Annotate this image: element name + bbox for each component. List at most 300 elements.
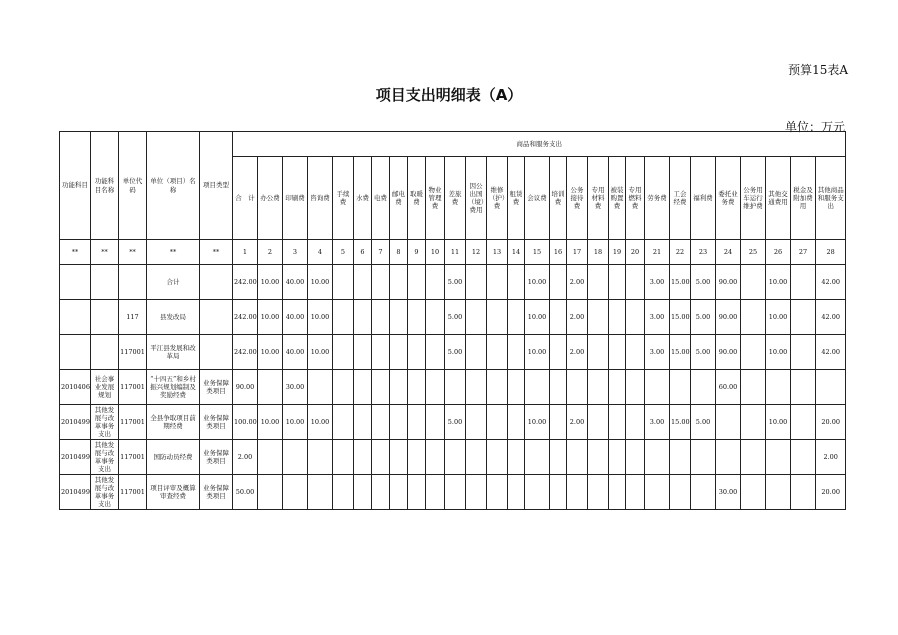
- value-cell: [816, 370, 846, 405]
- value-cell: 10.00: [766, 265, 791, 300]
- value-cell: [487, 300, 508, 335]
- value-cell: 3.00: [645, 405, 670, 440]
- unit-code-cell: 117001: [119, 370, 147, 405]
- func-code-cell: [60, 300, 91, 335]
- value-cell: [372, 300, 390, 335]
- value-cell: 60.00: [716, 370, 741, 405]
- value-cell: [525, 475, 550, 510]
- value-cell: [487, 265, 508, 300]
- value-cell: [372, 440, 390, 475]
- index-number: 25: [741, 240, 766, 265]
- value-cell: [354, 405, 372, 440]
- value-cell: 10.00: [258, 335, 283, 370]
- value-cell: 90.00: [233, 370, 258, 405]
- value-cell: [466, 440, 487, 475]
- value-cell: [567, 370, 588, 405]
- column-header: 电费: [372, 157, 390, 240]
- value-cell: [354, 475, 372, 510]
- unit-name-cell: 合计: [147, 265, 200, 300]
- value-cell: [283, 440, 308, 475]
- value-cell: [741, 300, 766, 335]
- index-number: 7: [372, 240, 390, 265]
- func-name-cell: [91, 300, 119, 335]
- value-cell: [609, 475, 626, 510]
- header-unit-code: 单位代码: [119, 132, 147, 240]
- value-cell: [426, 335, 445, 370]
- value-cell: [550, 475, 567, 510]
- value-cell: [691, 440, 716, 475]
- value-cell: [390, 265, 408, 300]
- value-cell: 242.00: [233, 300, 258, 335]
- value-cell: [426, 440, 445, 475]
- value-cell: [670, 475, 691, 510]
- value-cell: [308, 440, 333, 475]
- index-star: **: [200, 240, 233, 265]
- header-row-group: [60, 132, 846, 157]
- header-func-code: 功能科目: [60, 132, 91, 240]
- column-header: 取暖费: [408, 157, 426, 240]
- index-number: 12: [466, 240, 487, 265]
- value-cell: 10.00: [308, 300, 333, 335]
- table-row: [60, 265, 846, 300]
- value-cell: 2.00: [233, 440, 258, 475]
- value-cell: 10.00: [766, 335, 791, 370]
- value-cell: [508, 475, 525, 510]
- value-cell: [626, 300, 645, 335]
- value-cell: [525, 440, 550, 475]
- value-cell: 10.00: [525, 300, 550, 335]
- value-cell: 20.00: [816, 475, 846, 510]
- index-number: 19: [609, 240, 626, 265]
- value-cell: [408, 335, 426, 370]
- value-cell: [408, 475, 426, 510]
- value-cell: [372, 370, 390, 405]
- value-cell: 2.00: [567, 300, 588, 335]
- value-cell: [426, 300, 445, 335]
- value-cell: 3.00: [645, 335, 670, 370]
- value-cell: 5.00: [445, 300, 466, 335]
- index-number: 10: [426, 240, 445, 265]
- value-cell: [508, 440, 525, 475]
- value-cell: [487, 475, 508, 510]
- value-cell: 50.00: [233, 475, 258, 510]
- value-cell: 15.00: [670, 265, 691, 300]
- value-cell: [588, 405, 609, 440]
- page-title: 项目支出明细表（A）: [375, 86, 523, 104]
- value-cell: [466, 300, 487, 335]
- unit-code-cell: 117: [119, 300, 147, 335]
- unit-code-cell: 117001: [119, 335, 147, 370]
- column-header: 邮电费: [390, 157, 408, 240]
- value-cell: [258, 370, 283, 405]
- unit-name-cell: 全县争取项目前期经费: [147, 405, 200, 440]
- value-cell: [258, 440, 283, 475]
- value-cell: [550, 335, 567, 370]
- value-cell: [508, 405, 525, 440]
- column-header: 其他交通费用: [766, 157, 791, 240]
- index-number: 28: [816, 240, 846, 265]
- value-cell: [550, 265, 567, 300]
- value-cell: 20.00: [816, 405, 846, 440]
- index-number: 8: [390, 240, 408, 265]
- func-name-cell: 其他发展与改革事务支出: [91, 440, 119, 475]
- value-cell: [466, 370, 487, 405]
- func-name-cell: 社会事业发展规划: [91, 370, 119, 405]
- value-cell: [741, 335, 766, 370]
- value-cell: [408, 440, 426, 475]
- value-cell: [354, 370, 372, 405]
- value-cell: [791, 265, 816, 300]
- project-type-cell: [200, 265, 233, 300]
- value-cell: [645, 475, 670, 510]
- func-name-cell: 其他发展与改革事务支出: [91, 405, 119, 440]
- project-type-cell: 业务保障类项目: [200, 440, 233, 475]
- value-cell: [609, 300, 626, 335]
- value-cell: 242.00: [233, 265, 258, 300]
- value-cell: 3.00: [645, 300, 670, 335]
- table-row: [60, 405, 846, 440]
- value-cell: [408, 405, 426, 440]
- table-row: [60, 335, 846, 370]
- value-cell: 10.00: [308, 265, 333, 300]
- index-star: **: [60, 240, 91, 265]
- column-header: 其他商品和服务支出: [816, 157, 846, 240]
- value-cell: 5.00: [691, 300, 716, 335]
- value-cell: [791, 335, 816, 370]
- value-cell: 10.00: [766, 300, 791, 335]
- value-cell: [487, 405, 508, 440]
- value-cell: 42.00: [816, 335, 846, 370]
- value-cell: [588, 440, 609, 475]
- header-unit-name: 单位（项目）名称: [147, 132, 200, 240]
- header-goods-services: 商品和服务支出: [233, 132, 846, 157]
- value-cell: [588, 300, 609, 335]
- value-cell: [487, 440, 508, 475]
- value-cell: [550, 440, 567, 475]
- column-header: 公务用车运行维护费: [741, 157, 766, 240]
- index-number: 22: [670, 240, 691, 265]
- value-cell: [645, 440, 670, 475]
- index-star: **: [91, 240, 119, 265]
- column-header: 税金及附加费用: [791, 157, 816, 240]
- value-cell: [372, 475, 390, 510]
- project-type-cell: [200, 300, 233, 335]
- value-cell: [390, 370, 408, 405]
- column-header: 会议费: [525, 157, 550, 240]
- value-cell: [487, 370, 508, 405]
- header-func-name: 功能科目名称: [91, 132, 119, 240]
- value-cell: [609, 405, 626, 440]
- value-cell: 10.00: [525, 335, 550, 370]
- column-header: 水费: [354, 157, 372, 240]
- value-cell: 2.00: [567, 405, 588, 440]
- value-cell: [609, 440, 626, 475]
- unit-code-cell: [119, 265, 147, 300]
- index-number: 15: [525, 240, 550, 265]
- unit-code-cell: 117001: [119, 440, 147, 475]
- index-number: 1: [233, 240, 258, 265]
- index-number: 17: [567, 240, 588, 265]
- value-cell: [354, 300, 372, 335]
- value-cell: [333, 265, 354, 300]
- column-header: 因公出国（境）费用: [466, 157, 487, 240]
- value-cell: [588, 335, 609, 370]
- value-cell: 3.00: [645, 265, 670, 300]
- index-number: 13: [487, 240, 508, 265]
- value-cell: [766, 370, 791, 405]
- func-code-cell: 2010499: [60, 440, 91, 475]
- value-cell: [766, 475, 791, 510]
- column-header: 公务接待费: [567, 157, 588, 240]
- index-number: 20: [626, 240, 645, 265]
- value-cell: [791, 300, 816, 335]
- value-cell: [372, 335, 390, 370]
- value-cell: [626, 370, 645, 405]
- value-cell: [741, 405, 766, 440]
- column-header: 专用燃料费: [626, 157, 645, 240]
- value-cell: [390, 440, 408, 475]
- value-cell: [550, 370, 567, 405]
- value-cell: 10.00: [525, 405, 550, 440]
- unit-name-cell: 国防动员经费: [147, 440, 200, 475]
- value-cell: [588, 265, 609, 300]
- index-number: 5: [333, 240, 354, 265]
- value-cell: 40.00: [283, 335, 308, 370]
- unit-name-cell: 项目评审及概算审查经费: [147, 475, 200, 510]
- index-number: 16: [550, 240, 567, 265]
- column-header: 印刷费: [283, 157, 308, 240]
- value-cell: [670, 440, 691, 475]
- value-cell: 100.00: [233, 405, 258, 440]
- column-header: 被装购置费: [609, 157, 626, 240]
- unit-name-cell: “十四五”和乡村振兴规划编制及奖励经费: [147, 370, 200, 405]
- unit-name-cell: 平江县发展和改革局: [147, 335, 200, 370]
- project-type-cell: [200, 335, 233, 370]
- func-code-cell: 2010406: [60, 370, 91, 405]
- value-cell: [550, 405, 567, 440]
- value-cell: [308, 475, 333, 510]
- value-cell: 90.00: [716, 335, 741, 370]
- form-number: 预算15表A: [788, 63, 848, 77]
- func-name-cell: [91, 335, 119, 370]
- value-cell: 5.00: [691, 265, 716, 300]
- value-cell: [508, 265, 525, 300]
- column-header: 专用材料费: [588, 157, 609, 240]
- value-cell: [390, 300, 408, 335]
- value-cell: 90.00: [716, 300, 741, 335]
- index-number: 21: [645, 240, 670, 265]
- value-cell: [408, 265, 426, 300]
- value-cell: [333, 370, 354, 405]
- value-cell: 5.00: [445, 335, 466, 370]
- value-cell: [466, 265, 487, 300]
- value-cell: [354, 335, 372, 370]
- value-cell: 10.00: [766, 405, 791, 440]
- value-cell: [308, 370, 333, 405]
- unit-code-cell: 117001: [119, 405, 147, 440]
- value-cell: [626, 405, 645, 440]
- project-type-cell: 业务保障类项目: [200, 405, 233, 440]
- value-cell: 90.00: [716, 265, 741, 300]
- index-number: 24: [716, 240, 741, 265]
- func-code-cell: [60, 335, 91, 370]
- unit-code-cell: 117001: [119, 475, 147, 510]
- value-cell: [766, 440, 791, 475]
- value-cell: [645, 370, 670, 405]
- index-number: 26: [766, 240, 791, 265]
- column-header: 咨询费: [308, 157, 333, 240]
- value-cell: [741, 475, 766, 510]
- value-cell: [626, 335, 645, 370]
- index-number: 11: [445, 240, 466, 265]
- value-cell: [372, 265, 390, 300]
- value-cell: [445, 475, 466, 510]
- value-cell: 2.00: [567, 265, 588, 300]
- value-cell: [567, 440, 588, 475]
- column-header: 差旅费: [445, 157, 466, 240]
- column-header: 租赁费: [508, 157, 525, 240]
- value-cell: [487, 335, 508, 370]
- value-cell: [791, 405, 816, 440]
- value-cell: [626, 440, 645, 475]
- value-cell: [333, 335, 354, 370]
- value-cell: [508, 335, 525, 370]
- value-cell: 15.00: [670, 405, 691, 440]
- value-cell: [567, 475, 588, 510]
- column-header: 劳务费: [645, 157, 670, 240]
- column-header: 维修（护）费: [487, 157, 508, 240]
- value-cell: [691, 475, 716, 510]
- value-cell: [445, 440, 466, 475]
- value-cell: [588, 370, 609, 405]
- value-cell: [626, 265, 645, 300]
- project-type-cell: 业务保障类项目: [200, 475, 233, 510]
- column-header: 福利费: [691, 157, 716, 240]
- value-cell: [354, 265, 372, 300]
- column-header: 合 计: [233, 157, 258, 240]
- value-cell: 5.00: [691, 405, 716, 440]
- value-cell: [626, 475, 645, 510]
- value-cell: 30.00: [716, 475, 741, 510]
- value-cell: [466, 335, 487, 370]
- value-cell: [466, 475, 487, 510]
- func-name-cell: [91, 265, 119, 300]
- value-cell: 10.00: [258, 405, 283, 440]
- value-cell: [525, 370, 550, 405]
- index-star: **: [119, 240, 147, 265]
- value-cell: [426, 405, 445, 440]
- index-number: 18: [588, 240, 609, 265]
- value-cell: [791, 475, 816, 510]
- value-cell: [508, 370, 525, 405]
- value-cell: 15.00: [670, 300, 691, 335]
- value-cell: [408, 370, 426, 405]
- value-cell: 5.00: [445, 265, 466, 300]
- value-cell: [791, 370, 816, 405]
- column-header: 培训费: [550, 157, 567, 240]
- value-cell: [390, 335, 408, 370]
- func-code-cell: [60, 265, 91, 300]
- value-cell: [609, 370, 626, 405]
- column-header: 手续费: [333, 157, 354, 240]
- value-cell: [588, 475, 609, 510]
- value-cell: [466, 405, 487, 440]
- index-number: 3: [283, 240, 308, 265]
- value-cell: 10.00: [525, 265, 550, 300]
- value-cell: [390, 405, 408, 440]
- header-row-index: [60, 240, 846, 265]
- value-cell: [741, 370, 766, 405]
- index-number: 14: [508, 240, 525, 265]
- value-cell: 2.00: [567, 335, 588, 370]
- value-cell: 10.00: [258, 300, 283, 335]
- value-cell: [741, 265, 766, 300]
- value-cell: 10.00: [283, 405, 308, 440]
- index-number: 9: [408, 240, 426, 265]
- value-cell: [741, 440, 766, 475]
- table-row: [60, 440, 846, 475]
- table-row: [60, 475, 846, 510]
- value-cell: [333, 440, 354, 475]
- value-cell: 15.00: [670, 335, 691, 370]
- value-cell: 242.00: [233, 335, 258, 370]
- value-cell: [426, 265, 445, 300]
- value-cell: [670, 370, 691, 405]
- value-cell: [390, 475, 408, 510]
- column-header: 委托业务费: [716, 157, 741, 240]
- index-number: 6: [354, 240, 372, 265]
- value-cell: [408, 300, 426, 335]
- value-cell: [258, 475, 283, 510]
- value-cell: [426, 475, 445, 510]
- value-cell: [333, 405, 354, 440]
- value-cell: [550, 300, 567, 335]
- column-header: 工会经费: [670, 157, 691, 240]
- index-number: 27: [791, 240, 816, 265]
- expenditure-table: [59, 131, 846, 510]
- value-cell: 10.00: [258, 265, 283, 300]
- value-cell: [716, 405, 741, 440]
- value-cell: [445, 370, 466, 405]
- index-number: 2: [258, 240, 283, 265]
- func-code-cell: 2010499: [60, 405, 91, 440]
- value-cell: [372, 405, 390, 440]
- column-header: 物业管理费: [426, 157, 445, 240]
- value-cell: 42.00: [816, 300, 846, 335]
- value-cell: 2.00: [816, 440, 846, 475]
- index-number: 4: [308, 240, 333, 265]
- value-cell: [333, 300, 354, 335]
- column-header: 办公费: [258, 157, 283, 240]
- value-cell: [283, 475, 308, 510]
- value-cell: 10.00: [308, 405, 333, 440]
- value-cell: 10.00: [308, 335, 333, 370]
- value-cell: 40.00: [283, 265, 308, 300]
- value-cell: [691, 370, 716, 405]
- value-cell: [508, 300, 525, 335]
- value-cell: [791, 440, 816, 475]
- index-number: 23: [691, 240, 716, 265]
- project-type-cell: 业务保障类项目: [200, 370, 233, 405]
- value-cell: 5.00: [445, 405, 466, 440]
- table-row: [60, 300, 846, 335]
- index-star: **: [147, 240, 200, 265]
- header-project-type: 项目类型: [200, 132, 233, 240]
- value-cell: 40.00: [283, 300, 308, 335]
- value-cell: [716, 440, 741, 475]
- func-name-cell: 其他发展与改革事务支出: [91, 475, 119, 510]
- unit-label: 单位：万元: [784, 120, 845, 134]
